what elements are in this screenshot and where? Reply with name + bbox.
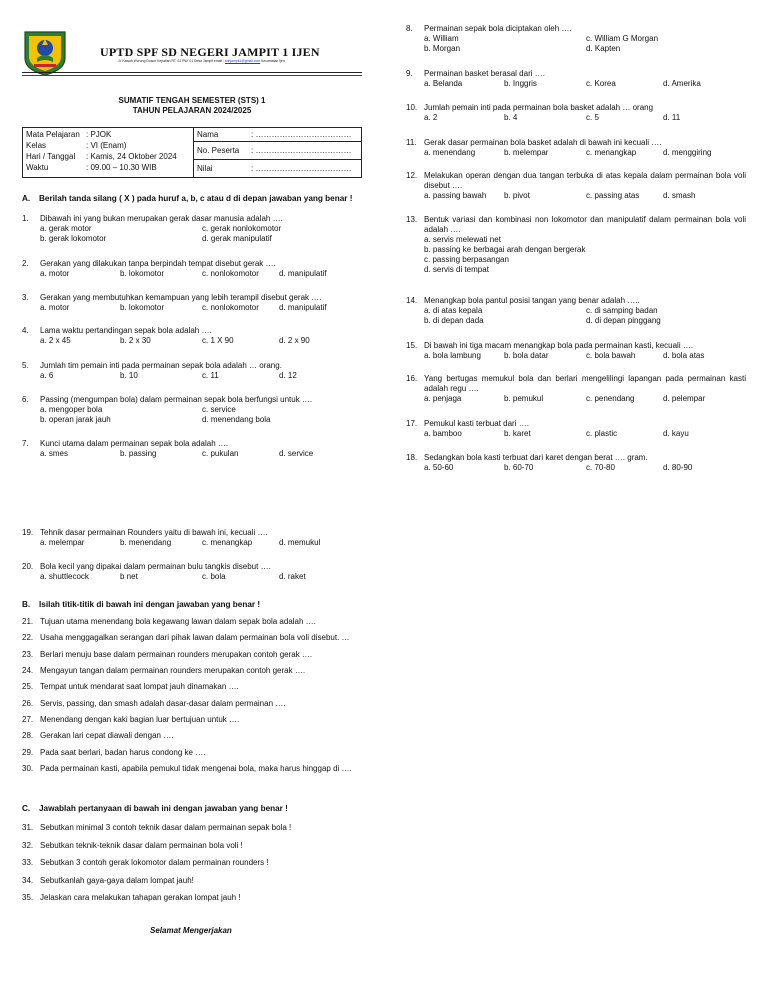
question-text: Tujuan utama menendang bola kegawang lawan dalam sepak bola adalah …. [40, 617, 316, 626]
question-number: 23. [22, 649, 34, 659]
question-number: 8. [406, 24, 413, 33]
question-number: 2. [22, 259, 29, 268]
option[interactable]: a. 50-60 [424, 463, 454, 472]
essay-item [22, 893, 362, 911]
question-11 [406, 138, 746, 158]
question-number: 28. [22, 731, 34, 741]
question-stem: Yang bertugas memukul bola dan berlari mengelilingi lapangan pada permainan kasti adalah regu …. [424, 374, 746, 393]
question-number: 17. [406, 419, 418, 428]
question-15 [406, 341, 746, 361]
question-stem: Gerakan yang membutuhkan kemampuan yang lebih terampil disebut gerak …. [40, 293, 322, 302]
option[interactable]: b. lokomotor [120, 303, 165, 312]
question-10 [406, 103, 746, 123]
question-number: 6. [22, 395, 29, 404]
question-number: 15. [406, 341, 418, 350]
option[interactable]: a. smes [40, 449, 69, 458]
question-text: Sebutkan teknik-teknik dasar dalam permainan bola voli ! [40, 840, 243, 850]
field-blank: : ……………………………… [251, 163, 352, 173]
info-value: : VI (Enam) [86, 140, 127, 150]
question-text: Pada permainan kasti, apabila pemukul tidak mengenai bola, maka harus hinggap di …. [40, 764, 352, 774]
question-text: Sebutkan 3 contoh gerak lokomotor dalam permainan rounders ! [40, 858, 269, 868]
question-number: 14. [406, 296, 418, 305]
section-letter: C. [22, 804, 31, 813]
option[interactable]: b. Morgan [424, 44, 461, 53]
option[interactable]: c. nonlokomotor [202, 269, 259, 278]
question-1 [22, 214, 362, 244]
info-key: Kelas [26, 140, 47, 150]
option[interactable]: d. Kapten [586, 44, 621, 53]
score-field[interactable] [194, 160, 361, 177]
field-key: Nama [197, 129, 219, 139]
option[interactable]: b. karet [504, 429, 531, 438]
school-address [118, 59, 285, 63]
question-text: Usaha menggagalkan serangan dari pihak lawan dalam permainan bola voli disebut. … [40, 633, 350, 643]
question-12 [406, 171, 746, 201]
fill-in-item [22, 731, 392, 747]
info-value: : 09.00 – 10.30 WIB [86, 163, 157, 173]
question-text: Pada saat berlari, badan harus condong ke …. [40, 747, 206, 757]
option[interactable]: d. menendang bola [202, 415, 271, 424]
option[interactable]: a. melempar [40, 538, 85, 547]
question-number: 26. [22, 698, 34, 708]
question-number: 12. [406, 171, 418, 180]
question-number: 9. [406, 69, 413, 78]
option[interactable]: d. manipulatif [279, 269, 327, 278]
question-stem: Passing (mengumpan bola) dalam permainan sepak bola berfungsi untuk …. [40, 395, 313, 404]
option[interactable]: b. passing [120, 449, 157, 458]
question-stem: Kunci utama dalam permainan sepak bola adalah …. [40, 439, 229, 448]
exam-info [23, 128, 194, 177]
header-divider-thin [22, 75, 362, 76]
question-number: 24. [22, 666, 34, 676]
question-text: Sebutkan minimal 3 contoh teknik dasar dalam permainan sepak bola ! [40, 823, 292, 832]
info-value: : PJOK [86, 129, 112, 139]
option[interactable]: d. di depan pinggang [586, 316, 661, 325]
field-blank: : ……………………………… [251, 129, 352, 139]
option[interactable]: b. di depan dada [424, 316, 484, 325]
option[interactable]: a. passing bawah [424, 191, 487, 200]
field-key: No. Peserta [197, 145, 240, 155]
question-7 [22, 439, 362, 459]
info-key: Mata Pelajaran [26, 129, 80, 139]
regency-emblem-logo [22, 28, 68, 76]
essay-item [22, 876, 362, 894]
question-number: 32. [22, 840, 34, 850]
option[interactable]: d. servis di tempat [424, 265, 489, 274]
fill-in-item [22, 682, 392, 698]
option[interactable]: b net [120, 572, 138, 581]
option[interactable]: d. 80-90 [663, 463, 693, 472]
question-stem: Jumlah tim pemain inti pada permainan sepak bola adalah … orang. [40, 361, 282, 370]
question-text: Tempat untuk mendarat saat lompat jauh dinamakan …. [40, 682, 239, 692]
fill-in-list [22, 617, 392, 780]
option[interactable]: c. service [202, 405, 236, 414]
closing-message: Selamat Mengerjakan [150, 926, 232, 935]
option[interactable]: a. mengoper bola [40, 405, 103, 414]
fill-in-item [22, 617, 392, 633]
info-value: : Kamis, 24 Oktober 2024 [86, 152, 177, 162]
fill-in-item [22, 748, 392, 764]
question-stem: Gerakan yang dilakukan tanpa berpindah tempat disebut gerak …. [40, 259, 276, 268]
question-stem: Melakukan operan dengan dua tangan terbuka di atas kepala dalam permainan bola voli disebut …. [424, 171, 746, 190]
student-info-table [22, 127, 362, 178]
section-letter: B. [22, 600, 31, 609]
info-class [26, 140, 190, 151]
question-text: Jelaskan cara melakukan tahapan gerakan lompat jauh ! [40, 893, 241, 903]
question-stem: Menangkap bola pantul posisi tangan yang benar adalah ….. [424, 296, 640, 305]
option[interactable]: d. gerak manipulatif [202, 234, 272, 243]
option[interactable]: c. passing atas [586, 191, 640, 200]
option[interactable]: c. menangkap [202, 538, 253, 547]
question-text: Gerakan lari cepat diawali dengan …. [40, 731, 174, 741]
option[interactable]: c. bola [202, 572, 226, 581]
fill-in-item [22, 650, 392, 666]
option[interactable]: a. William [424, 34, 459, 43]
question-number: 19. [22, 528, 34, 537]
question-13 [406, 215, 746, 275]
address-prefix: Jl. Kawah Wurung Dusun Kepatian RT. 02 RW. 01 Desa Jampit email : [118, 59, 224, 63]
question-stem: Bola kecil yang dipakai dalam permainan bulu tangkis disebut …. [40, 562, 271, 571]
section-instruction: Jawablah pertanyaan di bawah ini dengan jawaban yang benar ! [39, 804, 288, 813]
option[interactable]: d. memukul [279, 538, 321, 547]
question-stem: Di bawah ini tiga macam menangkap bola pada permainan kasti, kecuali …. [424, 341, 694, 350]
question-17 [406, 419, 746, 439]
option[interactable]: d. kayu [663, 429, 689, 438]
option[interactable]: c. passing berpasangan [424, 255, 509, 264]
header-divider-thick [22, 72, 362, 73]
option[interactable]: d. pelempar [663, 394, 706, 403]
option[interactable]: b. bola datar [504, 351, 549, 360]
question-number: 31. [22, 823, 34, 832]
question-number: 21. [22, 617, 34, 626]
option[interactable]: a. gerak motor [40, 224, 92, 233]
option[interactable]: c. 1 X 90 [202, 336, 234, 345]
option[interactable]: a. bola lambung [424, 351, 481, 360]
section-c-heading [22, 804, 288, 814]
question-stem: Lama waktu pertandingan sepak bola adalah …. [40, 326, 212, 335]
question-9 [406, 69, 746, 89]
option[interactable]: c. Korea [586, 79, 616, 88]
question-16 [406, 374, 746, 404]
question-stem: Gerak dasar permainan bola basket adalah di bawah ini kecuali …. [424, 138, 662, 147]
option[interactable]: b. 4 [504, 113, 518, 122]
option[interactable]: d. service [279, 449, 314, 458]
option[interactable]: c. gerak nonlokomotor [202, 224, 282, 233]
exam-title: SUMATIF TENGAH SEMESTER (STS) 1 [118, 96, 266, 105]
info-subject [26, 129, 190, 140]
option[interactable]: b. 10 [120, 371, 138, 380]
question-number: 4. [22, 326, 29, 335]
option[interactable]: b. pivot [504, 191, 530, 200]
option[interactable]: d. 12 [279, 371, 297, 380]
question-stem: Jumlah pemain inti pada permainan bola basket adalah … orang [424, 103, 654, 112]
question-2 [22, 259, 362, 279]
option[interactable]: c. William G Morgan [586, 34, 659, 43]
question-stem: Permainan sepak bola diciptakan oleh …. [424, 24, 572, 33]
option[interactable]: c. nonlokomotor [202, 303, 259, 312]
field-key: Nilai [197, 163, 213, 173]
option[interactable]: b. gerak lokomotor [40, 234, 107, 243]
section-instruction: Isilah titik-titik di bawah ini dengan jawaban yang benar ! [39, 600, 261, 609]
question-number: 33. [22, 858, 34, 868]
essay-list [22, 823, 362, 911]
option[interactable]: a. penjaga [424, 394, 462, 403]
question-18 [406, 453, 746, 473]
option[interactable]: b. lokomotor [120, 269, 165, 278]
school-email-link[interactable]: sdnjampit1@gmail.com [224, 59, 261, 63]
option[interactable]: a. motor [40, 269, 70, 278]
option[interactable]: c. pukulan [202, 449, 239, 458]
fill-in-item [22, 666, 392, 682]
option[interactable]: b. passing ke berbagai arah dengan bergerak [424, 245, 586, 254]
option[interactable]: c. bola bawah [586, 351, 636, 360]
question-number: 29. [22, 747, 34, 757]
fill-in-item [22, 633, 392, 649]
essay-item [22, 841, 362, 859]
question-number: 22. [22, 633, 34, 643]
option[interactable]: d. raket [279, 572, 306, 581]
academic-year: TAHUN PELAJARAN 2024/2025 [132, 106, 252, 115]
question-number: 30. [22, 764, 34, 774]
section-instruction: Berilah tanda silang ( X ) pada huruf a, b, c atau d di depan jawaban yang benar ! [39, 194, 353, 203]
question-19 [22, 528, 362, 548]
name-field[interactable] [194, 128, 361, 142]
question-number: 7. [22, 439, 29, 448]
option[interactable]: b. Inggris [504, 79, 537, 88]
option[interactable]: b. pemukul [504, 394, 544, 403]
option[interactable]: a. 2 x 45 [40, 336, 71, 345]
question-4 [22, 326, 362, 346]
student-fields [194, 128, 361, 177]
question-text: Berlari menuju base dalam permainan rounders merupakan contoh gerak …. [40, 649, 313, 659]
option[interactable]: c. menangkap [586, 148, 637, 157]
option[interactable]: d. 11 [663, 113, 681, 122]
question-stem: Tehnik dasar permainan Rounders yaitu di bawah ini, kecuali …. [40, 528, 268, 537]
option[interactable]: b. menendang [120, 538, 172, 547]
option[interactable]: c. 5 [586, 113, 599, 122]
info-key: Waktu [26, 163, 49, 173]
question-14 [406, 296, 746, 326]
question-number: 16. [406, 374, 418, 383]
question-20 [22, 562, 362, 582]
question-5 [22, 361, 362, 381]
field-blank: : ……………………………… [251, 145, 352, 155]
question-number: 18. [406, 453, 418, 462]
question-stem: Sedangkan bola kasti terbuat dari karet dengan berat …. gram. [424, 453, 648, 462]
option[interactable]: b. operan jarak jauh [40, 415, 111, 424]
option[interactable]: a. Belanda [424, 79, 463, 88]
option[interactable]: c. 11 [202, 371, 219, 380]
essay-item [22, 823, 362, 841]
info-date [26, 151, 190, 162]
essay-item [22, 858, 362, 876]
question-number: 27. [22, 715, 34, 725]
option[interactable]: a. di atas kepala [424, 306, 483, 315]
section-b-heading [22, 600, 260, 610]
question-number: 11. [406, 138, 417, 147]
option[interactable]: a. servis melewati net [424, 235, 501, 244]
question-number: 13. [406, 215, 418, 224]
info-time [26, 163, 190, 174]
question-3 [22, 293, 362, 313]
option[interactable]: c. di samping badan [586, 306, 658, 315]
option[interactable]: d. menggiring [663, 148, 712, 157]
question-6 [22, 395, 362, 425]
question-number: 5. [22, 361, 29, 370]
question-stem: Pemukul kasti terbuat dari …. [424, 419, 529, 428]
question-number: 1. [22, 214, 29, 223]
question-text: Menendang dengan kaki bagian luar bertujuan untuk …. [40, 715, 240, 725]
option[interactable]: a. bamboo [424, 429, 462, 438]
option[interactable]: b. 2 x 30 [120, 336, 151, 345]
option[interactable]: a. 2 [424, 113, 438, 122]
fill-in-item [22, 699, 392, 715]
question-stem: Dibawah ini yang bukan merupakan gerak dasar manusia adalah …. [40, 214, 283, 223]
option[interactable]: c. plastic [586, 429, 618, 438]
option[interactable]: a. menendang [424, 148, 476, 157]
section-letter: A. [22, 194, 31, 203]
option[interactable]: d. manipulatif [279, 303, 327, 312]
question-stem: Permainan basket berasal dari …. [424, 69, 545, 78]
question-number: 34. [22, 875, 34, 885]
option[interactable]: c. penendang [586, 394, 635, 403]
fill-in-item [22, 764, 392, 780]
question-text: Mengayun tangan dalam permainan rounders merupakan contoh gerak …. [40, 666, 306, 676]
address-suffix: Kecamatan Ijen [261, 59, 285, 63]
section-a-heading [22, 194, 352, 204]
option[interactable]: d. 2 x 90 [279, 336, 310, 345]
question-8 [406, 24, 746, 54]
option[interactable]: b. 60-70 [504, 463, 534, 472]
question-text: Sebutkanlah gaya-gaya dalam lompat jauh! [40, 875, 194, 885]
option[interactable]: b. melempar [504, 148, 549, 157]
fill-in-item [22, 715, 392, 731]
question-number: 35. [22, 893, 34, 903]
option[interactable]: c. 70-80 [586, 463, 615, 472]
question-number: 20. [22, 562, 34, 571]
option[interactable]: d. bola atas [663, 351, 705, 360]
option[interactable]: a. shuttlecock [40, 572, 89, 581]
option[interactable]: d. Amerika [663, 79, 701, 88]
option[interactable]: d. smash [663, 191, 696, 200]
info-key: Hari / Tanggal [26, 152, 76, 162]
question-text: Servis, passing, dan smash adalah dasar-dasar dalam permainan …. [40, 698, 286, 708]
question-number: 10. [406, 103, 418, 112]
question-number: 3. [22, 293, 29, 302]
school-name: UPTD SPF SD NEGERI JAMPIT 1 IJEN [100, 45, 320, 59]
option[interactable]: a. 6 [40, 371, 54, 380]
participant-number-field[interactable] [194, 142, 361, 160]
question-number: 25. [22, 682, 34, 692]
question-stem: Bentuk variasi dan kombinasi non lokomotor dan manipulatif dalam permainan bola voli adalah …. [424, 215, 746, 234]
option[interactable]: a. motor [40, 303, 70, 312]
